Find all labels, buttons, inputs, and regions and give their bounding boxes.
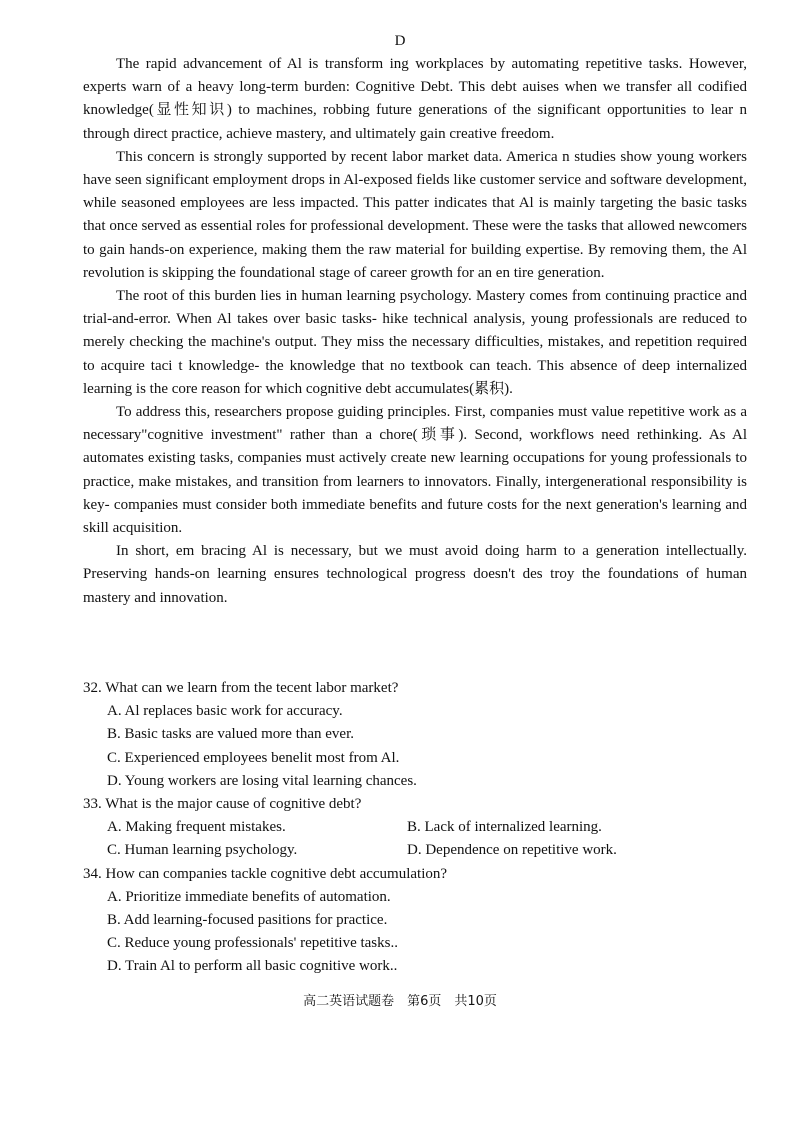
passage-paragraph: This concern is strongly supported by recent labor market data. America n studies show young workers have seen significant employment drops in Al-exposed fields like customer service and software development, while seasoned employees are less impacted. This patter indicates that Al is mainly targeting the basic tasks that once served as essential roles for professional development. These were the tasks that allowed newcomers to gain hands-on experience, making them the raw material for building expertise. By removing them, the Al revolution is skipping the foundational stage of career growth for an en tire generation.: [83, 148, 747, 281]
question-34: [83, 863, 747, 979]
question-stem: 33. What is the major cause of cognitive debt?: [83, 796, 362, 813]
question-list: [83, 677, 747, 979]
option-row: [83, 816, 747, 839]
passage-paragraph: To address this, researchers propose guiding principles. First, companies must value repetitive work as a necessary"cognitive investment" rather than a chore(琐事). Second, workflows need rethinking. As Al automates existing tasks, companies must actively create new learning occupations for young professionals to practice, make mistakes, and transition from learners to innovators. Finally, intergenerational responsibility is key- companies must consider both immediate benefits and future costs for the next generation's learning and skill acquisition.: [83, 404, 747, 537]
question-stem: 34. How can companies tackle cognitive debt accumulation?: [83, 865, 448, 882]
option-b: B. Basic tasks are valued more than ever.: [107, 726, 355, 743]
option-a: A. Making frequent mistakes.: [107, 819, 286, 836]
option-b: B. Lack of internalized learning.: [407, 819, 602, 836]
page-footer: 高二英语试题卷 第6页 共10页: [303, 994, 497, 1009]
option-c: C. Experienced employees benelit most from Al.: [107, 749, 400, 766]
passage-paragraph: The root of this burden lies in human learning psychology. Mastery comes from continuing practice and trial-and-error. When Al takes over basic tasks- hike technical analysis, young professionals are reduced to merely checking the machine's output. They miss the necessary difficulties, mistakes, and repetition required to acquire taci t knowledge- the knowledge that no textbook can teach. This absence of deep internalized learning is the core reason for which cognitive debt accumulates(累积).: [83, 288, 747, 397]
reading-passage: [83, 53, 747, 610]
option-d: D. Young workers are losing vital learning chances.: [107, 772, 417, 789]
option-a: A. Al replaces basic work for accuracy.: [107, 703, 343, 720]
question-32: [83, 677, 747, 793]
option-d: D. Dependence on repetitive work.: [407, 842, 617, 859]
option-c: C. Reduce young professionals' repetitive tasks..: [107, 935, 398, 952]
passage-paragraph: In short, em bracing Al is necessary, but we must avoid doing harm to a generation intellectually. Preserving hands-on learning ensures technological progress doesn't des troy the foundations of human mastery and innovation.: [83, 543, 747, 606]
option-row: [83, 839, 747, 862]
question-stem: 32. What can we learn from the tecent labor market?: [83, 680, 399, 696]
option-d: D. Train Al to perform all basic cognitive work..: [107, 958, 398, 975]
option-a: A. Prioritize immediate benefits of automation.: [107, 888, 391, 905]
question-33: [83, 793, 747, 863]
section-label: D: [394, 33, 406, 49]
option-c: C. Human learning psychology.: [107, 842, 298, 859]
passage-paragraph: The rapid advancement of Al is transform ing workplaces by automating repetitive tasks. However, experts warn of a heavy long-term burden: Cognitive Debt. This debt auises when we transfer all codified knowledge(显性知识) to machines, robbing future generations of the significant opportunities to lear n through direct practice, achieve mastery, and ultimately gain creative freedom.: [83, 56, 747, 142]
option-b: B. Add learning-focused pasitions for practice.: [107, 912, 388, 929]
